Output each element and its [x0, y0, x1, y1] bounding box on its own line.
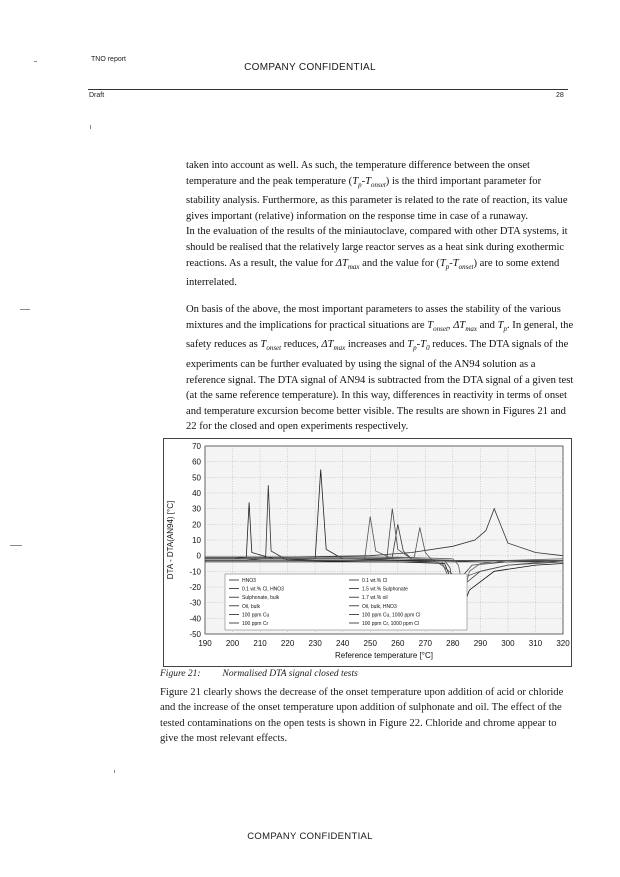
y-tick-label: 60 [192, 457, 201, 467]
x-tick-label: 290 [473, 639, 488, 648]
y-tick-label: 70 [192, 442, 201, 451]
legend-label: 1.5 wt.% Sulphonate [362, 586, 408, 593]
x-tick-label: 270 [418, 639, 432, 648]
figure-caption-text: Normalised DTA signal closed tests [222, 669, 358, 679]
legend-label: 100 ppm Cu [242, 612, 270, 619]
y-tick-label: 30 [192, 504, 201, 514]
y-tick-label: -50 [189, 630, 201, 639]
x-tick-label: 200 [225, 639, 240, 648]
body-text [186, 158, 576, 446]
legend-label: 100 ppm Cr [242, 621, 269, 627]
x-tick-label: 210 [253, 639, 267, 648]
y-axis-label: DTA - DTA(AN94) [°C] [166, 500, 175, 580]
x-tick-label: 250 [363, 639, 377, 648]
y-tick-label: 20 [192, 520, 201, 530]
x-tick-label: 230 [308, 639, 322, 648]
y-tick-label: 0 [196, 551, 201, 561]
legend-label: 100 ppm Cu, 1000 ppm Cl [362, 612, 421, 619]
x-tick-label: 190 [198, 639, 212, 648]
report-label: TNO report [91, 56, 127, 63]
x-tick-label: 260 [391, 639, 405, 648]
x-tick-label: 220 [280, 639, 295, 648]
figure-caption [160, 669, 358, 679]
y-tick-label: 50 [192, 473, 201, 483]
legend-label: Oil, bulk [242, 603, 261, 610]
y-tick-label: -20 [189, 583, 201, 592]
x-tick-label: 300 [501, 639, 515, 648]
dta-chart [163, 438, 573, 668]
paragraph-2: On basis of the above, the most important parameters to asses the stability of the various mixtures and the implications for practical situations are $T_{onset}$, $\Delta T_{max}$ and $T_p$. In general, the safety reduces as $T_{onset}$ reduces, $\Delta T_{max}$ increases and $T_p-T_0$ reduces. The DTA signals of the experiments can be further evaluated by using the signal of the AN94 solution as a reference signal. The DTA signal of AN94 is subtracted from the DTA signal of a given test (at the same reference temperature). In this way, differences in reactivity in terms of onset and temperature excursion become better visible. The results are shown in Figures 21 and 22 for the closed and open experiments respectively. [186, 303, 574, 433]
scan-speck [34, 61, 37, 62]
figure-label: Figure 21: [160, 669, 201, 679]
x-tick-label: 310 [528, 639, 543, 648]
legend-label: 0.1 wt.% Cl, HNO3 [242, 586, 284, 593]
y-tick-label: -10 [189, 567, 201, 577]
paragraph-1: taken into account as well. As such, the temperature difference between the onset temperature and the peak temperature $(T_p-T_{onset})$ is the third important parameter for stability analysis. Furthermore, as this parameter is related to the rate of reaction, its value gives important (relative) information on the response time in case of a runaway. In the evaluation of the results of the miniautoclave, compared with other DTA systems, it should be realised that the relatively large reactor serves as a heat sink during exothermic reactions. As a result, the value for $\Delta T_{max}$ and the value for $(T_p-T_{onset})$ are to some extend interrelated. [186, 160, 568, 289]
scan-speck [10, 545, 22, 546]
scan-speck [20, 309, 30, 310]
legend-label: Oil, bulk, HNO3 [362, 603, 397, 610]
x-tick-label: 240 [336, 639, 350, 648]
legend-label: Sulphonate, bulk [242, 595, 280, 602]
y-tick-label: 10 [192, 536, 201, 545]
legend-label: 1.7 wt.% oil [362, 595, 388, 602]
after-paragraph: Figure 21 clearly shows the decrease of the onset temperature upon addition of acid or chloride and the increase of the onset temperature upon addition of sulphonate and oil. The effect of the tested contaminations on the open tests is shown in Figure 22. Chloride and chrome appear to give the most relevant effects. [160, 687, 564, 745]
legend-label: HNO3 [242, 578, 256, 584]
x-tick-label: 280 [446, 639, 460, 648]
page-number: 28 [556, 92, 564, 99]
scan-speck [90, 125, 91, 129]
draft-label: Draft [89, 92, 105, 99]
x-tick-label: 320 [556, 639, 570, 648]
footer-confidential: COMPANY CONFIDENTIAL [247, 831, 373, 842]
legend-label: 0.1 wt.% Cl [362, 578, 388, 584]
scan-speck [114, 770, 115, 773]
y-tick-label: -40 [189, 614, 201, 624]
y-tick-label: -30 [189, 598, 201, 608]
header-title: COMPANY CONFIDENTIAL [244, 62, 376, 73]
header-rule [88, 89, 568, 90]
legend-label: 100 ppm Cr, 1000 ppm Cl [362, 621, 419, 627]
y-tick-label: 40 [192, 489, 201, 498]
x-axis-label: Reference temperature [°C] [335, 651, 433, 660]
